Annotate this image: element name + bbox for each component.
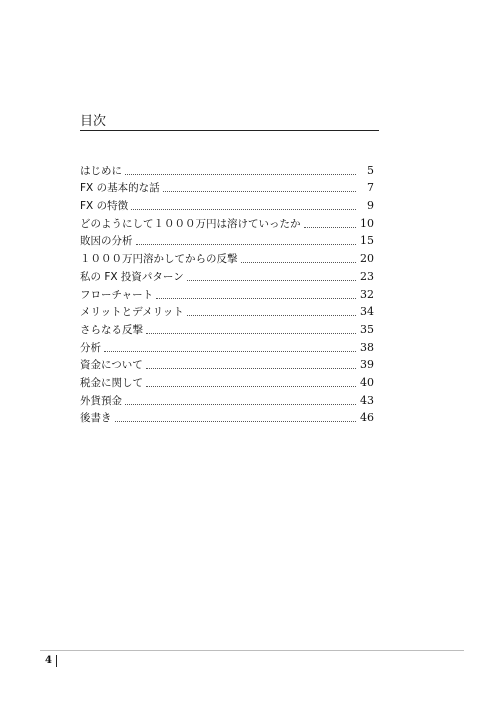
toc-entry[interactable] [80, 408, 374, 426]
footer-separator-bar [56, 655, 57, 667]
toc-entry-page: 15 [360, 234, 374, 248]
toc-entry-title: 分析 [80, 341, 101, 354]
toc-entry-title: はじめに [80, 164, 122, 177]
toc-entry-title: FX の特徴 [80, 200, 129, 213]
dot-leader [163, 190, 356, 192]
dot-leader [156, 297, 356, 299]
toc-entry-title: 後書き [80, 412, 112, 425]
toc-entry-title: 私の FX 投資パターン [80, 270, 184, 283]
toc-entry[interactable] [80, 319, 374, 337]
dot-leader [146, 385, 356, 387]
dot-leader [146, 332, 356, 334]
toc-list [80, 160, 374, 425]
toc-entry-page: 7 [367, 181, 374, 195]
toc-entry-page: 34 [360, 305, 374, 319]
toc-entry-page: 9 [367, 199, 374, 213]
toc-entry[interactable] [80, 248, 374, 266]
toc-entry-title: 敗因の分析 [80, 235, 133, 248]
toc-entry-title: 外貨預金 [80, 394, 122, 407]
dot-leader [146, 367, 356, 369]
toc-entry[interactable] [80, 266, 374, 284]
toc-entry[interactable] [80, 337, 374, 355]
toc-entry-page: 35 [360, 322, 374, 336]
toc-heading-text: 目次 [80, 114, 107, 129]
toc-entry-page: 5 [367, 163, 374, 177]
toc-entry[interactable] [80, 302, 374, 320]
dot-leader [187, 314, 356, 316]
toc-entry[interactable] [80, 195, 374, 213]
toc-entry-page: 38 [360, 340, 374, 354]
dot-leader [136, 243, 357, 245]
toc-entry[interactable] [80, 160, 374, 178]
toc-entry[interactable] [80, 213, 374, 231]
toc-entry[interactable] [80, 355, 374, 373]
toc-entry[interactable] [80, 178, 374, 196]
toc-entry-title: 資金について [80, 359, 143, 372]
toc-entry-page: 46 [360, 411, 374, 425]
toc-entry-title: フローチャート [80, 288, 154, 301]
toc-entry-page: 43 [360, 393, 374, 407]
toc-entry-title: メリットとデメリット [80, 306, 184, 319]
toc-entry-page: 32 [360, 287, 374, 301]
dot-leader [115, 420, 357, 422]
toc-entry[interactable] [80, 390, 374, 408]
dot-leader [125, 403, 356, 405]
toc-entry-title: FX の基本的な話 [80, 182, 160, 195]
toc-entry[interactable] [80, 284, 374, 302]
toc-entry[interactable] [80, 231, 374, 249]
toc-entry-page: 20 [360, 252, 374, 266]
toc-heading [80, 116, 379, 131]
dot-leader [304, 226, 357, 228]
toc-entry-title: さらなる反撃 [80, 323, 143, 336]
toc-entry-page: 39 [360, 358, 374, 372]
toc-entry-title: 税金に関して [80, 376, 143, 389]
dot-leader [187, 279, 356, 281]
toc-entry-page: 23 [360, 269, 374, 283]
dot-leader [241, 261, 357, 263]
toc-entry-title: １０００万円溶かしてからの反撃 [80, 253, 238, 266]
toc-entry-page: 10 [360, 216, 374, 230]
footer-page-number: 4 [45, 655, 52, 666]
dot-leader [125, 173, 356, 175]
toc-entry[interactable] [80, 372, 374, 390]
dot-leader [131, 208, 356, 210]
toc-entry-title: どのようにして１０００万円は溶けていったか [80, 217, 301, 230]
footer-divider [40, 650, 464, 651]
dot-leader [104, 350, 356, 352]
toc-entry-page: 40 [360, 375, 374, 389]
